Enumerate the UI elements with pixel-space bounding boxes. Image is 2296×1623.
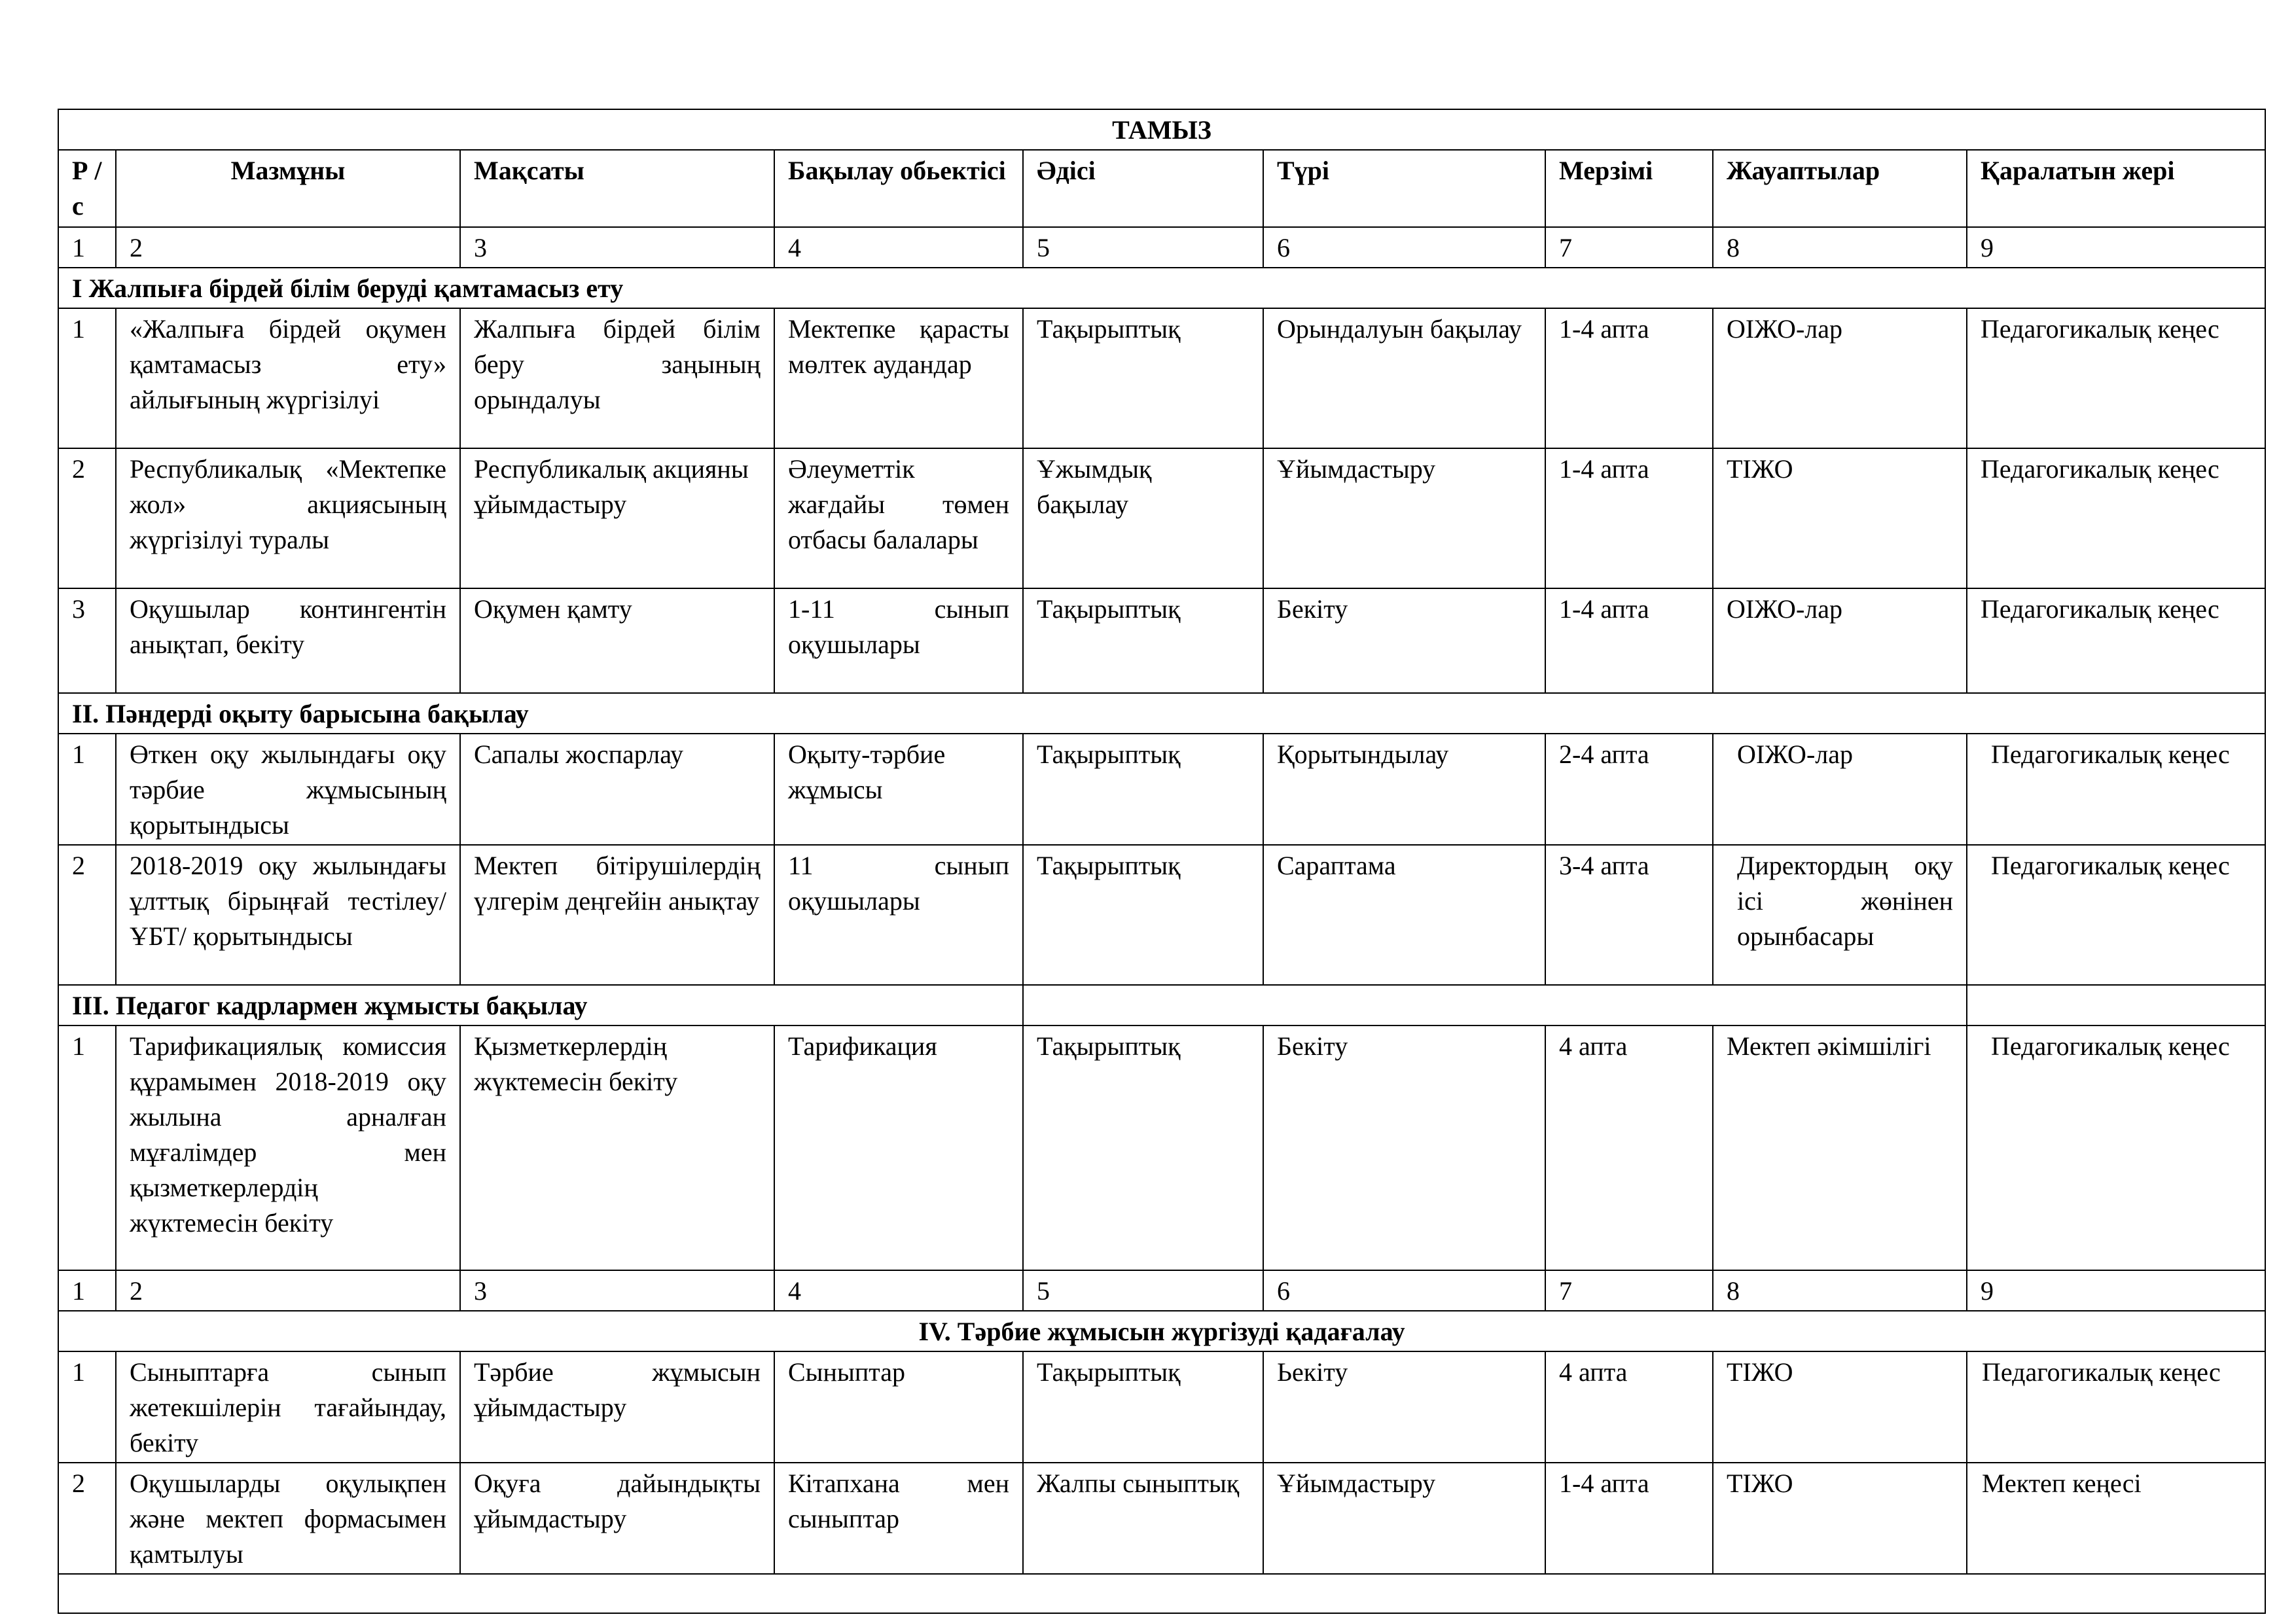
column-number: 7	[1545, 1270, 1713, 1311]
term-cell: 4 апта	[1545, 1351, 1713, 1463]
header-term: Мерзімі	[1545, 150, 1713, 227]
header-object: Бақылау обьектісі	[774, 150, 1023, 227]
method-cell: Тақырыптық	[1023, 588, 1263, 693]
method-cell: Жалпы сыныптық	[1023, 1463, 1263, 1574]
object-cell: Тарификация	[774, 1026, 1023, 1270]
type-cell: Ьекіту	[1263, 1351, 1545, 1463]
section-row	[58, 985, 2265, 1026]
content-cell: 2018-2019 оқу жылындағы ұлттық бірыңғай тестілеу/ҰБТ/ қорытындысы	[116, 845, 460, 985]
column-number: 2	[116, 1270, 460, 1311]
goal-cell: Сапалы жоспарлау	[460, 734, 774, 845]
goal-cell: Оқуға дайындықты ұйымдастыру	[460, 1463, 774, 1574]
header-review-place: Қаралатын жері	[1967, 150, 2265, 227]
object-cell: Мектепке қарасты мөлтек аудандар	[774, 308, 1023, 448]
column-number: 5	[1023, 1270, 1263, 1311]
column-number: 8	[1713, 227, 1967, 268]
responsible-cell: ОІЖО-лар	[1713, 308, 1967, 448]
review-place-cell: Педагогикалық кеңес	[1967, 734, 2265, 845]
header-number: Р /с	[58, 150, 116, 227]
responsible-cell: Директордың оқу ісі жөнінен орынбасары	[1713, 845, 1967, 985]
type-cell: Сараптама	[1263, 845, 1545, 985]
content-cell: «Жалпыға бірдей оқумен қамтамасыз ету» айлығының жүргізілуі	[116, 308, 460, 448]
object-cell: 11 сынып оқушылары	[774, 845, 1023, 985]
empty-row	[58, 1574, 2265, 1613]
section-title: III. Педагог кадрлармен жұмысты бақылау	[58, 985, 1023, 1026]
method-cell: Ұжымдық бақылау	[1023, 448, 1263, 588]
review-place-cell: Педагогикалық кеңес	[1967, 308, 2265, 448]
responsible-cell: ТІЖО	[1713, 448, 1967, 588]
header-type: Түрі	[1263, 150, 1545, 227]
empty-cell	[58, 1574, 2265, 1613]
header-row	[58, 150, 2265, 227]
term-cell: 1-4 апта	[1545, 588, 1713, 693]
type-cell: Бекіту	[1263, 588, 1545, 693]
method-cell: Тақырыптық	[1023, 734, 1263, 845]
table-row	[58, 308, 2265, 448]
term-cell: 1-4 апта	[1545, 1463, 1713, 1574]
column-number: 5	[1023, 227, 1263, 268]
review-place-cell: Мектеп кеңесі	[1967, 1463, 2265, 1574]
column-number-row	[58, 227, 2265, 268]
content-cell: Оқушыларды оқулықпен және мектеп формасымен қамтылуы	[116, 1463, 460, 1574]
review-place-cell: Педагогикалық кеңес	[1967, 845, 2265, 985]
row-number: 2	[58, 448, 116, 588]
responsible-cell: ОІЖО-лар	[1713, 734, 1967, 845]
column-number: 3	[460, 227, 774, 268]
table-row	[58, 1463, 2265, 1574]
control-plan-table	[58, 109, 2266, 1614]
table-row	[58, 1351, 2265, 1463]
review-place-cell: Педагогикалық кеңес	[1967, 1351, 2265, 1463]
column-number: 6	[1263, 1270, 1545, 1311]
review-place-cell: Педагогикалық кеңес	[1967, 588, 2265, 693]
term-cell: 4 апта	[1545, 1026, 1713, 1270]
column-number: 9	[1967, 227, 2265, 268]
header-method: Әдісі	[1023, 150, 1263, 227]
row-number: 1	[58, 1026, 116, 1270]
goal-cell: Қызметкерлердің жүктемесін бекіту	[460, 1026, 774, 1270]
column-number: 1	[58, 227, 116, 268]
table-row	[58, 734, 2265, 845]
review-place-cell: Педагогикалық кеңес	[1967, 1026, 2265, 1270]
type-cell: Бекіту	[1263, 1026, 1545, 1270]
responsible-cell: ТІЖО	[1713, 1463, 1967, 1574]
content-cell: Сыныптарға сынып жетекшілерін тағайындау, бекіту	[116, 1351, 460, 1463]
term-cell: 3-4 апта	[1545, 845, 1713, 985]
goal-cell: Жалпыға бірдей білім беру заңының орындалуы	[460, 308, 774, 448]
empty-cell	[1967, 985, 2265, 1026]
table-row	[58, 845, 2265, 985]
responsible-cell: Мектеп әкімшілігі	[1713, 1026, 1967, 1270]
method-cell: Тақырыптық	[1023, 845, 1263, 985]
goal-cell: Мектеп бітірушілердің үлгерім деңгейін анықтау	[460, 845, 774, 985]
content-cell: Оқушылар контингентін анықтап, бекіту	[116, 588, 460, 693]
row-number: 3	[58, 588, 116, 693]
month-title: ТАМЫЗ	[58, 109, 2265, 150]
column-number: 6	[1263, 227, 1545, 268]
table-row	[58, 588, 2265, 693]
object-cell: Сыныптар	[774, 1351, 1023, 1463]
goal-cell: Тәрбие жұмысын ұйымдастыру	[460, 1351, 774, 1463]
row-number: 1	[58, 308, 116, 448]
section-row	[58, 1311, 2265, 1351]
row-number: 2	[58, 845, 116, 985]
type-cell: Ұйымдастыру	[1263, 448, 1545, 588]
header-content: Мазмұны	[116, 150, 460, 227]
row-number: 1	[58, 1351, 116, 1463]
responsible-cell: ОІЖО-лар	[1713, 588, 1967, 693]
content-cell: Тарификациялық комиссия құрамымен 2018-2019 оқу жылына арналған мұғалімдер мен қызметкерлердің жүктемесін бекіту	[116, 1026, 460, 1270]
type-cell: Қорытындылау	[1263, 734, 1545, 845]
table-row	[58, 448, 2265, 588]
column-number: 8	[1713, 1270, 1967, 1311]
empty-cell	[1023, 985, 1967, 1026]
object-cell: 1-11 сынып оқушылары	[774, 588, 1023, 693]
column-number: 4	[774, 1270, 1023, 1311]
goal-cell: Оқумен қамту	[460, 588, 774, 693]
method-cell: Тақырыптық	[1023, 1026, 1263, 1270]
section-title: I Жалпыға бірдей білім беруді қамтамасыз ету	[58, 268, 2265, 308]
object-cell: Оқыту-тәрбие жұмысы	[774, 734, 1023, 845]
column-number: 3	[460, 1270, 774, 1311]
title-row	[58, 109, 2265, 150]
section-row	[58, 693, 2265, 734]
column-number-row	[58, 1270, 2265, 1311]
type-cell: Орындалуын бақылау	[1263, 308, 1545, 448]
responsible-cell: ТІЖО	[1713, 1351, 1967, 1463]
section-title: IV. Тәрбие жұмысын жүргізуді қадағалау	[58, 1311, 2265, 1351]
object-cell: Кітапхана мен сыныптар	[774, 1463, 1023, 1574]
header-goal: Мақсаты	[460, 150, 774, 227]
header-responsible: Жауаптылар	[1713, 150, 1967, 227]
section-title: II. Пәндерді оқыту барысына бақылау	[58, 693, 2265, 734]
goal-cell: Республикалық акцияны ұйымдастыру	[460, 448, 774, 588]
type-cell: Ұйымдастыру	[1263, 1463, 1545, 1574]
review-place-cell: Педагогикалық кеңес	[1967, 448, 2265, 588]
term-cell: 1-4 апта	[1545, 448, 1713, 588]
column-number: 7	[1545, 227, 1713, 268]
object-cell: Әлеуметтік жағдайы төмен отбасы балалары	[774, 448, 1023, 588]
content-cell: Өткен оқу жылындағы оқу тәрбие жұмысының қорытындысы	[116, 734, 460, 845]
column-number: 4	[774, 227, 1023, 268]
row-number: 1	[58, 734, 116, 845]
content-cell: Республикалық «Мектепке жол» акциясының жүргізілуі туралы	[116, 448, 460, 588]
column-number: 9	[1967, 1270, 2265, 1311]
row-number: 2	[58, 1463, 116, 1574]
method-cell: Тақырыптық	[1023, 308, 1263, 448]
table-row	[58, 1026, 2265, 1270]
method-cell: Тақырыптық	[1023, 1351, 1263, 1463]
column-number: 2	[116, 227, 460, 268]
term-cell: 2-4 апта	[1545, 734, 1713, 845]
term-cell: 1-4 апта	[1545, 308, 1713, 448]
column-number: 1	[58, 1270, 116, 1311]
section-row	[58, 268, 2265, 308]
